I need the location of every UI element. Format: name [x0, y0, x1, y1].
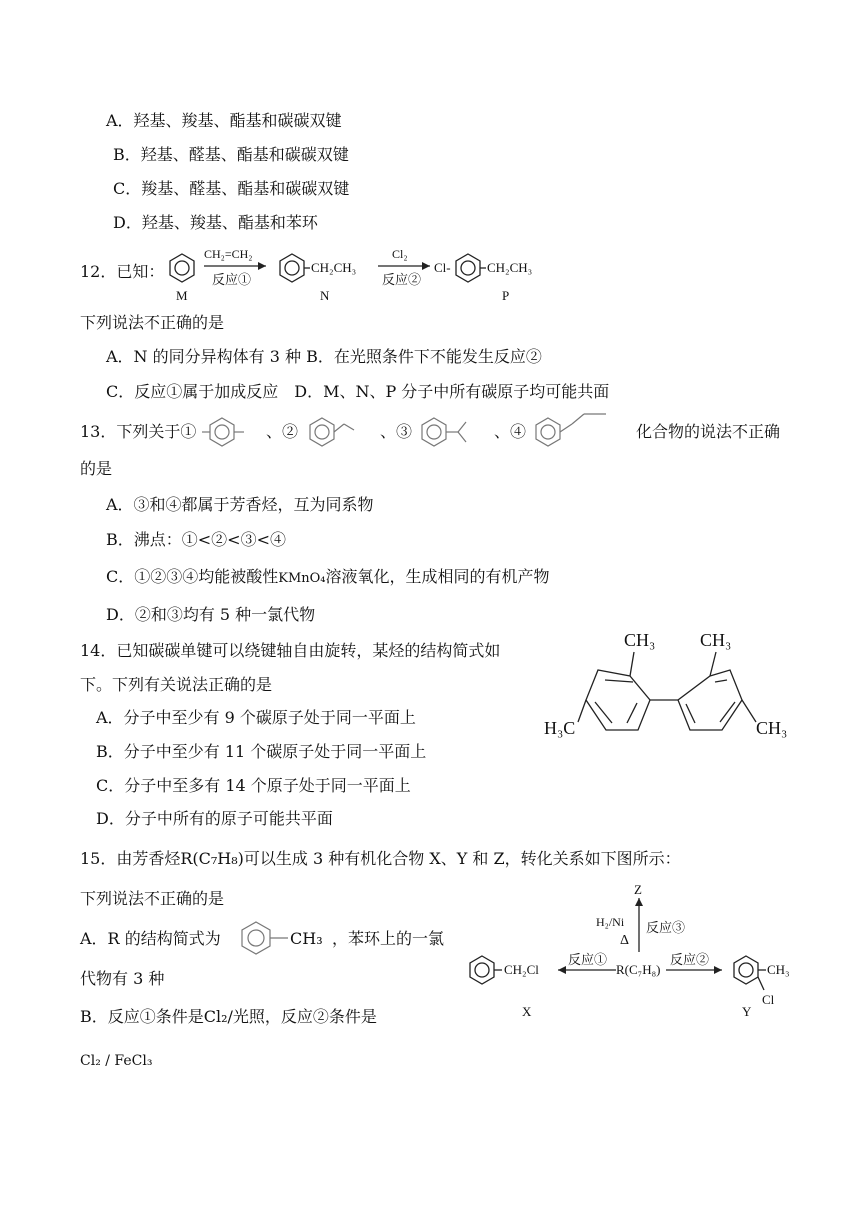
q13-sep4: 、④ [494, 422, 527, 441]
q11-option-c: C．羧基、醛基、酯基和碳碳双键 [113, 179, 350, 198]
p-substituent: CH₂CH₃ [487, 260, 533, 275]
y-chloro: Cl [762, 992, 775, 1007]
compound-2-structure [300, 414, 370, 450]
q11-option-d: D．羟基、羧基、酯基和苯环 [113, 213, 318, 232]
benzene-ring-y [734, 956, 766, 990]
heat-symbol: Δ [620, 933, 630, 948]
q11-option-b: B．羟基、醛基、酯基和碳碳双键 [113, 145, 349, 164]
arrow-head-1 [258, 262, 266, 270]
y-methyl: CH₃ [767, 962, 790, 977]
product-z: Z [634, 882, 642, 897]
q13-c-kmno4: KMnO₄ [278, 571, 326, 586]
q14-biphenyl-structure [540, 622, 800, 752]
compound-1-structure [200, 414, 270, 450]
reagent-chlorine: Cl₂ [392, 247, 408, 261]
methyl-left: H₃C [544, 718, 576, 738]
label-m: M [176, 288, 188, 303]
benzene-ring-x [470, 956, 502, 984]
benzene-ring-p [456, 254, 486, 282]
q12-reaction-scheme [160, 244, 580, 306]
methyl-right: CH₃ [756, 718, 788, 738]
p-chloro: Cl- [434, 260, 451, 275]
q15-stem: 下列说法不正确的是 [80, 889, 225, 908]
q13-sep2: 、② [266, 422, 299, 441]
reaction-1-label: 反应① [568, 952, 608, 967]
q14-option-d: D．分子中所有的原子可能共平面 [96, 809, 333, 828]
q12-options-cd: C．反应①属于加成反应 D．M、N、P 分子中所有碳原子均可能共面 [106, 382, 610, 401]
q15-option-a-line2: 代物有 3 种 [80, 969, 165, 988]
reaction-2-label: 反应② [670, 952, 710, 967]
q15-conversion-diagram [456, 876, 816, 1026]
q13-line2: 的是 [80, 459, 113, 478]
reaction-3-arrow-head [635, 898, 643, 906]
compound-3-structure [412, 414, 492, 450]
q14-line2: 下。下列有关说法正确的是 [80, 675, 273, 694]
benzene-ring-m [170, 254, 194, 282]
q14-option-b: B．分子中至少有 11 个碳原子处于同一平面上 [96, 742, 427, 761]
methyl-top-right: CH₃ [700, 630, 732, 650]
q14-option-c: C．分子中至多有 14 个原子处于同一平面上 [96, 776, 411, 795]
q15-option-a-pre: A．R 的结构简式为 [80, 929, 221, 948]
benzene-ring-n [280, 254, 310, 282]
h2-ni-reagent: H₂/Ni [596, 915, 625, 929]
q15-option-a-post: ，苯环上的一氯 [332, 929, 445, 948]
q13-sep3: 、③ [380, 422, 413, 441]
product-x: X [522, 1004, 532, 1019]
reaction-1-label: 反应① [212, 272, 252, 287]
reaction-2-arrow-head [714, 966, 722, 974]
x-substituent: CH₂Cl [504, 962, 539, 977]
q11-option-a: A．羟基、羧基、酯基和碳碳双键 [106, 111, 342, 130]
reaction-1-arrow-head [558, 966, 566, 974]
product-y: Y [742, 1004, 752, 1019]
q15-option-b-line2: Cl₂ / FeCl₃ [80, 1053, 153, 1069]
q13-c-post: 溶液氧化，生成相同的有机产物 [325, 567, 550, 586]
reaction-3-label: 反应③ [646, 920, 686, 935]
label-p: P [502, 288, 510, 303]
q13-option-c [106, 566, 550, 590]
arrow-head-2 [422, 262, 430, 270]
q15-line1: 15．由芳香烃R(C₇H₈)可以生成 3 种有机化合物 X、Y 和 Z，转化关系如下图所示： [80, 849, 681, 868]
reagent-ethylene: CH₂=CH₂ [204, 247, 253, 261]
q13-c-pre: C．①②③④均能被酸性 [106, 567, 279, 586]
q13-prefix: 13．下列关于① [80, 422, 197, 441]
reaction-2-label: 反应② [382, 272, 422, 287]
q12-options-ab: A．N 的同分异构体有 3 种 B．在光照条件下不能发生反应② [106, 347, 542, 366]
toluene-structure [222, 916, 292, 960]
q13-tail: 化合物的说法不正确 [636, 422, 781, 441]
q12-prefix: 12．已知： [80, 262, 165, 281]
q13-option-b: B．沸点：①<②<③<④ [106, 530, 286, 549]
q15-option-a-ch3: CH₃ [290, 929, 323, 948]
n-substituent: CH₂CH₃ [311, 260, 357, 275]
q14-option-a: A．分子中至少有 9 个碳原子处于同一平面上 [96, 708, 416, 727]
q12-stem: 下列说法不正确的是 [80, 313, 225, 332]
q13-option-d: D．②和③均有 5 种一氯代物 [106, 605, 316, 624]
compound-4-structure [526, 408, 616, 450]
q15-option-b-line1: B．反应①条件是Cl₂/光照，反应②条件是 [80, 1007, 377, 1026]
label-n: N [320, 288, 330, 303]
q13-option-a: A．③和④都属于芳香烃，互为同系物 [106, 495, 374, 514]
q14-line1: 14．已知碳碳单键可以绕键轴自由旋转，某烃的结构简式如 [80, 641, 501, 660]
methyl-top-left: CH₃ [624, 630, 656, 650]
reactant-r: R(C₇H₈) [616, 962, 661, 977]
